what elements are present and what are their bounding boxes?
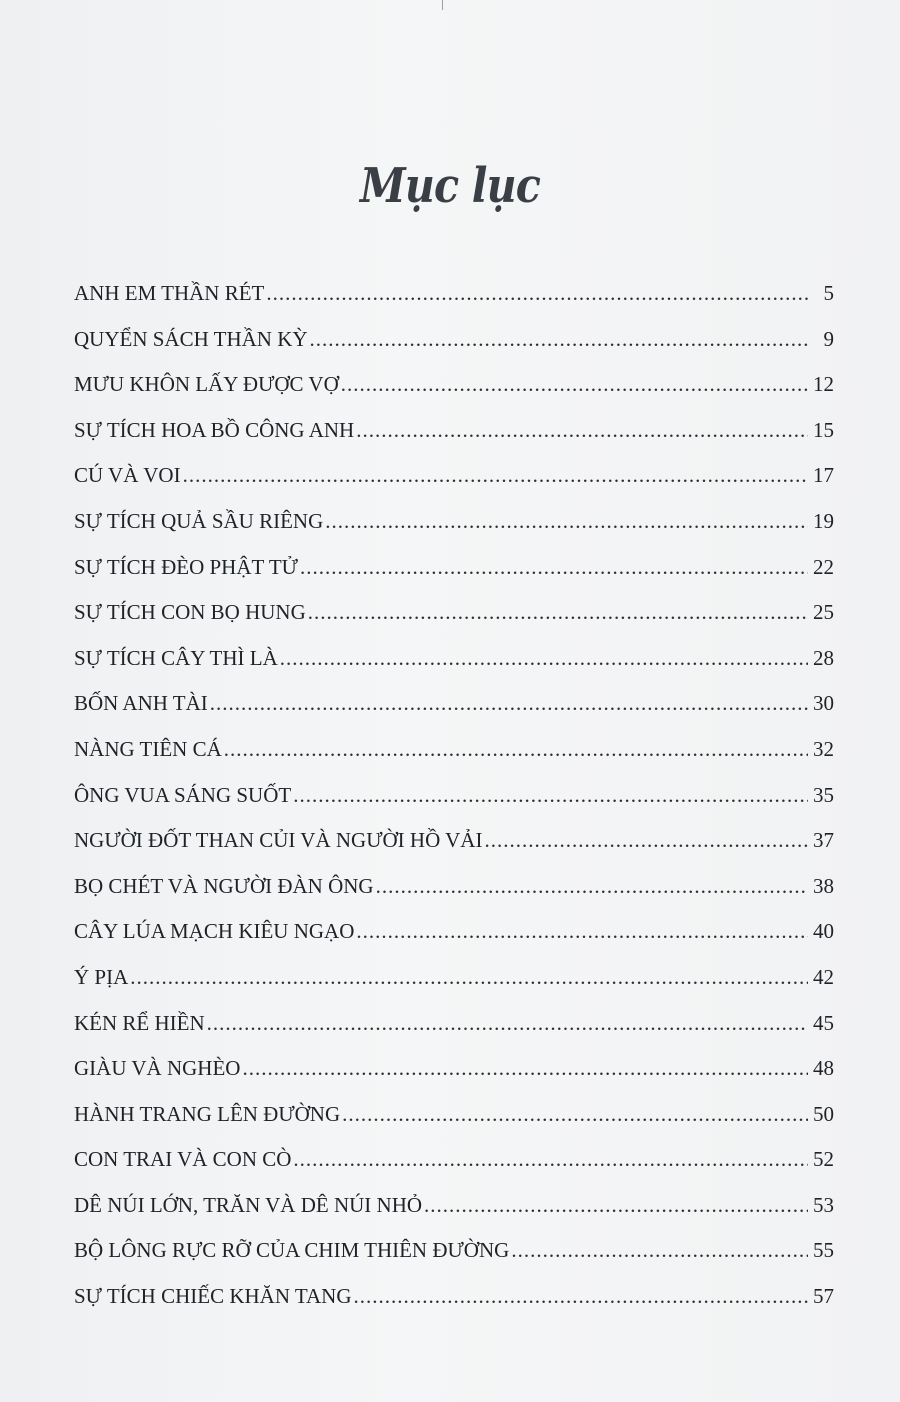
toc-entry <box>74 828 834 874</box>
toc-entry-title: SỰ TÍCH CON BỌ HUNG <box>74 600 306 625</box>
toc-dot-leader <box>511 1238 808 1263</box>
toc-entry-page-number: 22 <box>813 554 834 579</box>
toc-dot-leader <box>293 783 808 808</box>
toc-dot-leader <box>242 1056 808 1081</box>
toc-dot-leader <box>266 281 808 306</box>
toc-entry <box>74 509 834 555</box>
toc-entry <box>74 1056 834 1102</box>
toc-entry <box>74 1284 834 1330</box>
toc-entry <box>74 555 834 601</box>
toc-dot-leader <box>424 1193 808 1218</box>
toc-entry <box>74 372 834 418</box>
toc-entry-page-number: 12 <box>813 372 834 397</box>
toc-entry-page-number: 32 <box>813 736 834 761</box>
toc-entry <box>74 737 834 783</box>
toc-entry-page-number: 15 <box>813 417 834 442</box>
toc-entry-title: GIÀU VÀ NGHÈO <box>74 1056 241 1081</box>
toc-entry-page-number: 38 <box>813 873 834 898</box>
toc-entry <box>74 418 834 464</box>
toc-dot-leader <box>376 874 808 899</box>
toc-entry-page-number: 25 <box>813 600 834 625</box>
toc-dot-leader <box>130 965 808 990</box>
toc-dot-leader <box>356 418 808 443</box>
toc-entry <box>74 646 834 692</box>
toc-dot-leader <box>341 372 808 397</box>
toc-entry <box>74 281 834 327</box>
toc-entry-title: BỌ CHÉT VÀ NGƯỜI ĐÀN ÔNG <box>74 873 374 898</box>
toc-entry-title: DÊ NÚI LỚN, TRĂN VÀ DÊ NÚI NHỎ <box>74 1192 423 1217</box>
toc-dot-leader <box>354 1284 808 1309</box>
toc-entry <box>74 874 834 920</box>
toc-entry-title: QUYỂN SÁCH THẦN KỲ <box>74 326 308 351</box>
toc-entry-title: Ý PỊA <box>74 964 129 989</box>
toc-dot-leader <box>356 919 808 944</box>
toc-entry-page-number: 50 <box>813 1101 834 1126</box>
toc-entry <box>74 1238 834 1284</box>
toc-dot-leader <box>280 646 808 671</box>
toc-dot-leader <box>325 509 808 534</box>
toc-entry-title: BỐN ANH TÀI <box>74 691 208 716</box>
toc-entry-page-number: 5 <box>823 281 834 305</box>
toc-entry-page-number: 35 <box>813 782 834 807</box>
toc-entry-title: SỰ TÍCH QUẢ SẦU RIÊNG <box>74 508 324 533</box>
toc-entry-page-number: 9 <box>823 326 834 351</box>
toc-entry-title: SỰ TÍCH ĐÈO PHẬT TỬ <box>74 554 298 579</box>
toc-entry-title: HÀNH TRANG LÊN ĐƯỜNG <box>74 1101 341 1126</box>
toc-entry-page-number: 52 <box>813 1147 834 1172</box>
toc-entry-title: SỰ TÍCH CHIẾC KHĂN TANG <box>74 1284 352 1309</box>
toc-entry <box>74 919 834 965</box>
toc-entry-page-number: 28 <box>813 645 834 670</box>
toc-dot-leader <box>224 737 808 762</box>
toc-dot-leader <box>207 1011 808 1036</box>
toc-entry-page-number: 45 <box>813 1010 834 1035</box>
toc-entry-page-number: 30 <box>813 691 834 716</box>
toc-dot-leader <box>293 1147 808 1172</box>
toc-entry-title: MƯU KHÔN LẤY ĐƯỢC VỢ <box>74 372 339 397</box>
toc-dot-leader <box>300 555 808 580</box>
toc-entry-title: SỰ TÍCH CÂY THÌ LÀ <box>74 645 278 670</box>
toc-entry-page-number: 53 <box>813 1192 834 1217</box>
toc-entry-title: KÉN RỂ HIỀN <box>74 1010 205 1035</box>
toc-entry <box>74 1102 834 1148</box>
toc-entry-title: NÀNG TIÊN CÁ <box>74 736 222 761</box>
toc-entry <box>74 1011 834 1057</box>
toc-entry <box>74 463 834 509</box>
toc-entry-page-number: 55 <box>813 1238 834 1263</box>
toc-entry-title: CON TRAI VÀ CON CÒ <box>74 1147 292 1172</box>
toc-entry-title: CÚ VÀ VOI <box>74 463 181 488</box>
toc-dot-leader <box>484 828 808 853</box>
toc-entry-page-number: 48 <box>813 1056 834 1081</box>
page-edge-mark <box>442 0 443 10</box>
toc-entry-page-number: 17 <box>813 463 834 488</box>
toc-dot-leader <box>342 1102 808 1127</box>
page-title: Mục lục <box>359 158 541 214</box>
toc-dot-leader <box>308 600 808 625</box>
toc-entry <box>74 327 834 373</box>
toc-entry-page-number: 37 <box>813 828 834 853</box>
toc-entry <box>74 965 834 1011</box>
table-of-contents <box>74 281 834 1330</box>
toc-dot-leader <box>310 327 808 352</box>
toc-entry-title: BỘ LÔNG RỰC RỠ CỦA CHIM THIÊN ĐƯỜNG <box>74 1238 510 1263</box>
toc-entry-title: NGƯỜI ĐỐT THAN CỦI VÀ NGƯỜI HỒ VẢI <box>74 828 483 853</box>
toc-dot-leader <box>183 463 808 488</box>
toc-entry-page-number: 42 <box>813 964 834 989</box>
toc-entry-title: SỰ TÍCH HOA BỒ CÔNG ANH <box>74 417 355 442</box>
toc-entry <box>74 783 834 829</box>
toc-entry <box>74 1193 834 1239</box>
toc-entry-title: ANH EM THẦN RÉT <box>74 281 265 305</box>
toc-entry <box>74 691 834 737</box>
toc-entry-title: ÔNG VUA SÁNG SUỐT <box>74 782 292 807</box>
toc-entry-page-number: 19 <box>813 508 834 533</box>
toc-entry <box>74 600 834 646</box>
toc-entry <box>74 1147 834 1193</box>
toc-dot-leader <box>210 691 808 716</box>
toc-entry-page-number: 40 <box>813 919 834 944</box>
toc-entry-title: CÂY LÚA MẠCH KIÊU NGẠO <box>74 919 355 944</box>
toc-entry-page-number: 57 <box>813 1284 834 1309</box>
